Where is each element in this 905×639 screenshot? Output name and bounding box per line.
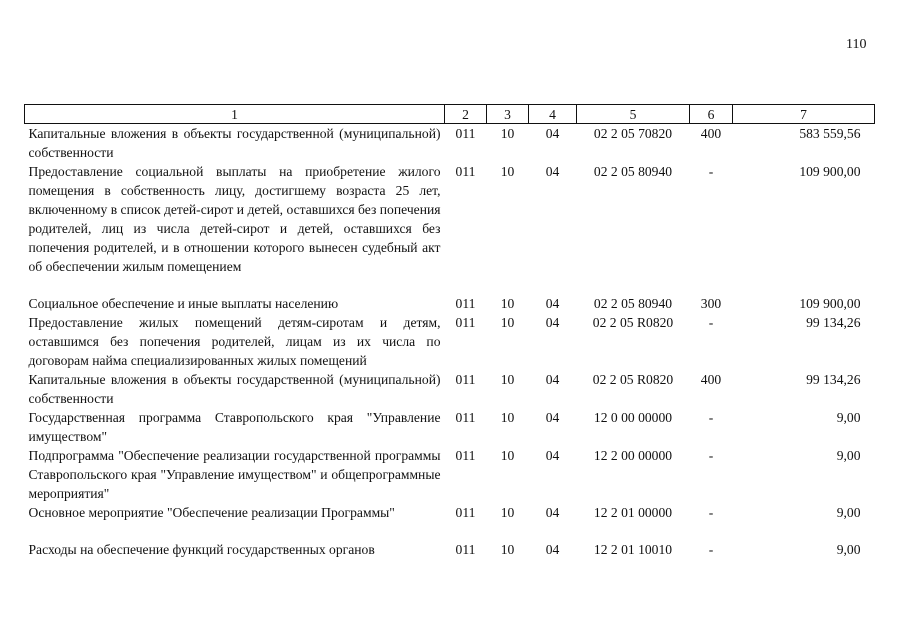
column-header-1: 1: [25, 105, 445, 124]
table-row: [25, 446, 875, 503]
row-ministry-code: 011: [455, 164, 476, 179]
row-expense-type: 300: [700, 296, 722, 311]
row-target-code: 12 0 00 00000: [593, 410, 673, 425]
column-header-3: 3: [487, 105, 529, 124]
row-ministry-code: 011: [455, 542, 476, 557]
table-row: [25, 408, 875, 446]
row-name: Предоставление жилых помещений детям-сиротам и детям, оставшимся без попечения родителей, лицам из их числа по договорам найма специализированных жилых помещений: [28, 315, 441, 368]
row-amount: 9,00: [836, 542, 861, 557]
column-header-7: 7: [733, 105, 875, 124]
row-target-code: 02 2 05 R0820: [592, 315, 674, 330]
table-row: [25, 313, 875, 370]
row-subsection-code: 04: [545, 410, 560, 425]
column-header-6: 6: [690, 105, 733, 124]
row-name: Государственная программа Ставропольского края "Управление имуществом": [28, 410, 441, 444]
row-name: Социальное обеспечение и иные выплаты населению: [28, 296, 339, 311]
row-name: Расходы на обеспечение функций государственных органов: [28, 542, 375, 557]
row-section-code: 10: [500, 542, 515, 557]
column-header-4: 4: [529, 105, 577, 124]
row-expense-type: -: [708, 542, 714, 557]
row-target-code: 02 2 05 80940: [593, 164, 673, 179]
row-name: Подпрограмма "Обеспечение реализации государственной программы Ставропольского края "Управление имуществом" и общепрограммные мероприятия": [28, 448, 441, 501]
row-ministry-code: 011: [455, 126, 476, 141]
row-ministry-code: 011: [455, 372, 476, 387]
table-row: [25, 162, 875, 294]
row-expense-type: 400: [700, 126, 722, 141]
row-section-code: 10: [500, 315, 515, 330]
column-header-5: 5: [577, 105, 690, 124]
row-ministry-code: 011: [455, 296, 476, 311]
row-target-code: 12 2 00 00000: [593, 448, 673, 463]
row-expense-type: -: [708, 164, 714, 179]
row-amount: 583 559,56: [799, 126, 861, 141]
row-target-code: 02 2 05 70820: [593, 126, 673, 141]
row-name: Основное мероприятие "Обеспечение реализации Программы": [28, 505, 395, 520]
row-name: Капитальные вложения в объекты государственной (муниципальной) собственности: [28, 126, 441, 160]
row-section-code: 10: [500, 126, 515, 141]
row-section-code: 10: [500, 505, 515, 520]
row-target-code: 02 2 05 80940: [593, 296, 673, 311]
row-name: Предоставление социальной выплаты на приобретение жилого помещения в собственность лицу, достигшему возраста 25 лет, включенному в список детей-сирот и детей, оставшихся без попечения родителей, лиц из числа детей-сирот и детей, оставшихся без попечения родителей, и в отношении которого вынесен судебный акт об обеспечении жилым помещением: [28, 164, 441, 274]
row-section-code: 10: [500, 296, 515, 311]
row-subsection-code: 04: [545, 372, 560, 387]
row-subsection-code: 04: [545, 315, 560, 330]
row-subsection-code: 04: [545, 296, 560, 311]
row-amount: 99 134,26: [806, 315, 861, 330]
row-expense-type: -: [708, 448, 714, 463]
column-header-2: 2: [445, 105, 487, 124]
page-number: 110: [846, 37, 867, 52]
row-amount: 99 134,26: [806, 372, 861, 387]
row-subsection-code: 04: [545, 542, 560, 557]
row-expense-type: -: [708, 410, 714, 425]
row-ministry-code: 011: [455, 448, 476, 463]
row-target-code: 02 2 05 R0820: [592, 372, 674, 387]
header-row: [25, 105, 875, 124]
row-target-code: 12 2 01 10010: [593, 542, 673, 557]
row-section-code: 10: [500, 448, 515, 463]
table-row: [25, 503, 875, 540]
row-amount: 9,00: [836, 410, 861, 425]
row-ministry-code: 011: [455, 315, 476, 330]
row-subsection-code: 04: [545, 448, 560, 463]
row-amount: 9,00: [836, 505, 861, 520]
row-amount: 9,00: [836, 448, 861, 463]
row-ministry-code: 011: [455, 410, 476, 425]
table-row: [25, 294, 875, 313]
row-section-code: 10: [500, 410, 515, 425]
row-amount: 109 900,00: [799, 296, 861, 311]
budget-table: [24, 104, 875, 559]
row-amount: 109 900,00: [799, 164, 861, 179]
table-row: [25, 540, 875, 559]
row-subsection-code: 04: [545, 505, 560, 520]
row-section-code: 10: [500, 372, 515, 387]
row-subsection-code: 04: [545, 164, 560, 179]
row-expense-type: 400: [700, 372, 722, 387]
row-ministry-code: 011: [455, 505, 476, 520]
budget-table-container: [24, 104, 874, 559]
row-section-code: 10: [500, 164, 515, 179]
row-expense-type: -: [708, 505, 714, 520]
row-expense-type: -: [708, 315, 714, 330]
row-target-code: 12 2 01 00000: [593, 505, 673, 520]
row-subsection-code: 04: [545, 126, 560, 141]
table-row: [25, 124, 875, 163]
row-name: Капитальные вложения в объекты государственной (муниципальной) собственности: [28, 372, 441, 406]
table-row: [25, 370, 875, 408]
